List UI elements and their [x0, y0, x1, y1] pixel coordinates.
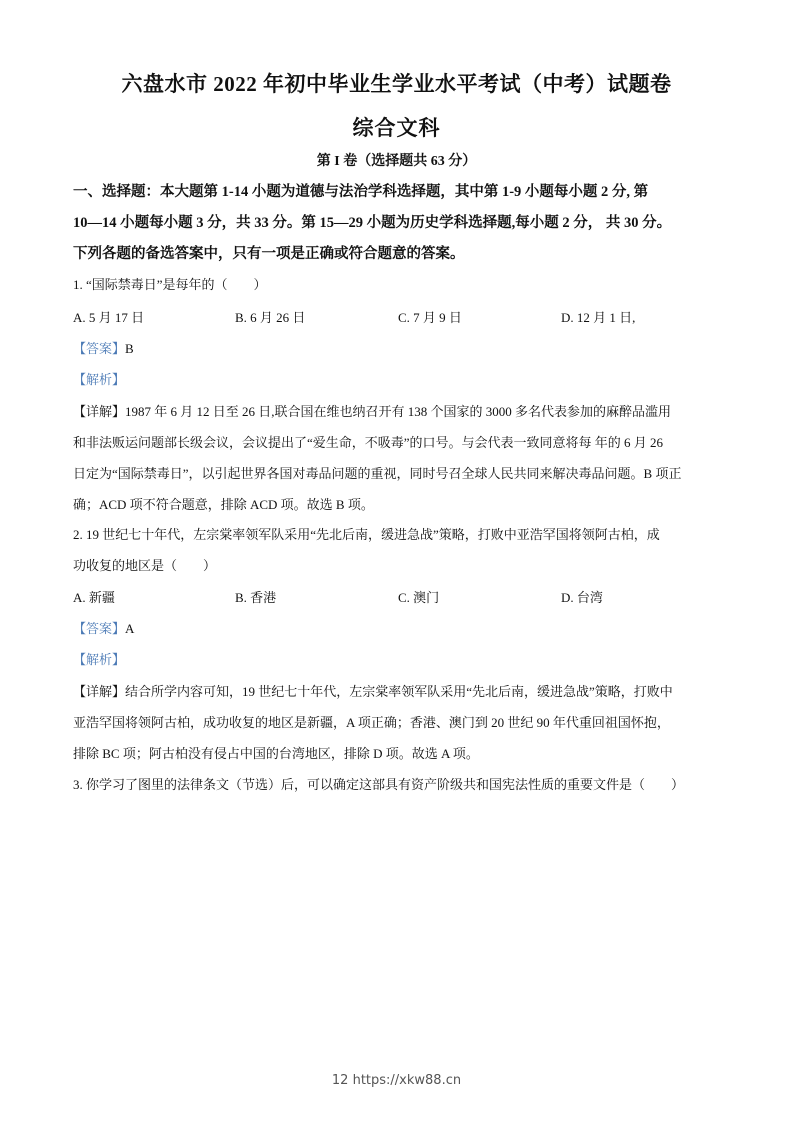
detail-line: 1987 年 6 月 12 日至 26 日,联合国在维也纳召开有 138 个国家的 3000 多名代表参加的麻醉品滥用	[125, 404, 672, 419]
option-c: C. 澳门	[398, 590, 440, 605]
document-subtitle: 综合文科	[352, 116, 441, 140]
option-b: B. 香港	[235, 590, 277, 605]
question-2-detail	[73, 676, 728, 769]
page-footer: 12 https://xkw88.cn	[331, 1073, 462, 1088]
answer-tag: 【答案】	[73, 621, 126, 636]
detail-line: 日定为“国际禁毒日”，以引起世界各国对毒品问题的重视，同时号召全球人民共同来解决毒品问题。B 项正	[73, 466, 682, 481]
detail-line: 确；ACD 项不符合题意，排除 ACD 项。故选 B 项。	[73, 497, 374, 512]
question-2-options	[73, 587, 733, 607]
answer-value: B	[125, 341, 134, 356]
question-3-stem: 3. 你学习了图里的法律条文（节选）后，可以确定这部具有资产阶级共和国宪法性质的重要文件是（ ）	[73, 777, 685, 792]
detail-line: 结合所学内容可知，19 世纪七十年代，左宗棠率领军队采用“先北后南，缓进急战”策略，打败中	[125, 684, 673, 699]
section-heading: 第 I 卷（选择题共 63 分）	[316, 154, 477, 169]
stem-line: 功收复的地区是（ ）	[73, 558, 217, 573]
answer-value: A	[125, 621, 135, 636]
detail-line: 排除 BC 项；阿古柏没有侵占中国的台湾地区，排除 D 项。故选 A 项。	[73, 746, 479, 761]
document-title: 六盘水市 2022 年初中毕业生学业水平考试（中考）试题卷	[121, 72, 672, 96]
option-c: C. 7 月 9 日	[398, 310, 462, 325]
detail-tag: 【详解】	[73, 404, 126, 419]
stem-line: 2. 19 世纪七十年代，左宗棠率领军队采用“先北后南，缓进急战”策略，打败中亚浩罕国将领阿古柏，成	[73, 527, 660, 542]
option-d: D. 台湾	[561, 590, 603, 605]
option-a: A. 新疆	[73, 590, 115, 605]
option-a: A. 5 月 17 日	[73, 310, 145, 325]
question-1-answer	[73, 339, 733, 359]
question-2-answer	[73, 619, 733, 639]
option-d: D. 12 月 1 日,	[561, 310, 636, 325]
detail-line: 和非法贩运问题部长级会议，会议提出了“爱生命，不吸毒”的口号。与会代表一致同意将每 年的 6 月 26	[73, 435, 664, 450]
option-b: B. 6 月 26 日	[235, 310, 306, 325]
answer-tag: 【答案】	[73, 341, 126, 356]
instructions-line: 10—14 小题每小题 3 分，共 33 分。第 15—29 小题为历史学科选择题,每小题 2 分， 共 30 分。	[73, 215, 672, 231]
instructions-line: 一、选择题：本大题第 1-14 小题为道德与法治学科选择题，其中第 1-9 小题每小题 2 分, 第	[73, 184, 649, 200]
analysis-tag: 【解析】	[73, 652, 126, 667]
detail-tag: 【详解】	[73, 684, 126, 699]
question-2-analysis	[73, 650, 733, 670]
question-1-detail	[73, 396, 728, 520]
question-1-analysis	[73, 370, 733, 390]
question-1-stem: 1. “国际禁毒日”是每年的（ ）	[73, 277, 267, 292]
instructions	[73, 177, 733, 270]
analysis-tag: 【解析】	[73, 372, 126, 387]
question-2-stem	[73, 519, 728, 581]
question-1-options	[73, 307, 733, 327]
detail-line: 亚浩罕国将领阿古柏，成功收复的地区是新疆，A 项正确；香港、澳门到 20 世纪 90 年代重回祖国怀抱，	[73, 715, 670, 730]
instructions-line: 下列各题的备选答案中，只有一项是正确或符合题意的答案。	[73, 246, 465, 262]
